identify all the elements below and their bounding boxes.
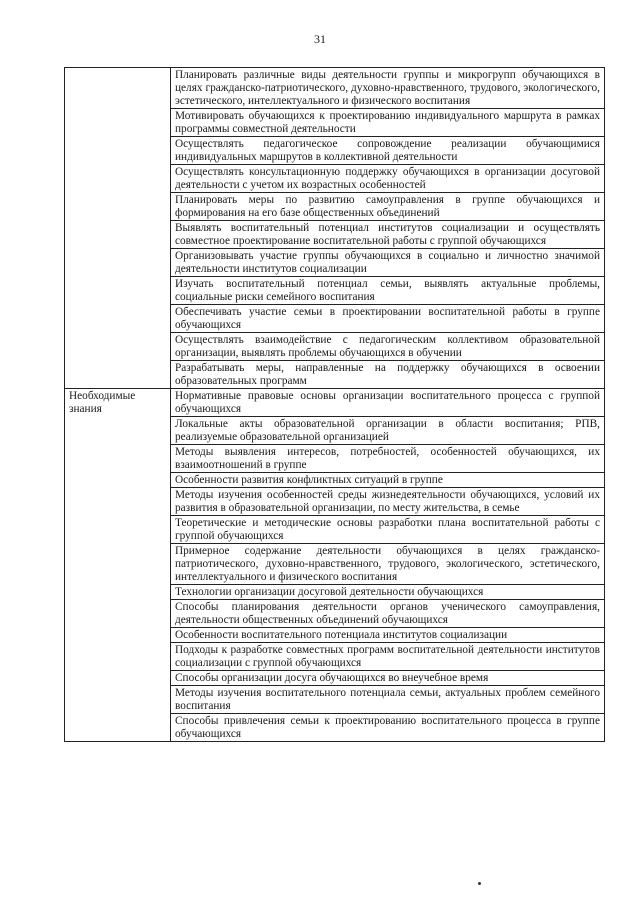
knowledge-item: Способы организации досуга обучающихся во внеучебное время [171,671,605,686]
action-item: Организовывать участие группы обучающихся в социально и личностно значимой деятельности институтов социализации [171,249,605,277]
action-item: Обеспечивать участие семьи в проектировании воспитательной работы в группе обучающихся [171,305,605,333]
knowledge-item: Способы планирования деятельности органов ученического самоуправления, деятельности общественных объединений обучающихся [171,600,605,628]
knowledge-item: Локальные акты образовательной организации в области воспитания; РПВ, реализуемые образовательной организацией [171,417,605,445]
page-number: 31 [314,32,326,46]
knowledge-item: Нормативные правовые основы организации воспитательного процесса с группой обучающихся [171,389,605,417]
action-item: Планировать меры по развитию самоуправления в группе обучающихся и формирования на его базе общественных объединений [171,193,605,221]
section-label-knowledge: Необходимые знания [65,389,171,742]
knowledge-item: Примерное содержание деятельности обучающихся в целях гражданско-патриотического, духовно-нравственного, трудового, экологического, эстетического, интеллектуального и физического воспитания [171,544,605,585]
action-item: Осуществлять консультационную поддержку обучающихся в организации досуговой деятельности с учетом их возрастных особенностей [171,165,605,193]
action-item: Осуществлять взаимодействие с педагогическим коллективом образовательной организации, выявлять проблемы обучающихся в обучении [171,333,605,361]
knowledge-item: Теоретические и методические основы разработки плана воспитательной работы с группой обучающихся [171,516,605,544]
knowledge-item: Особенности развития конфликтных ситуаций в группе [171,473,605,488]
requirements-table [64,67,605,742]
knowledge-item: Способы привлечения семьи к проектированию воспитательного процесса в группе обучающихся [171,714,605,742]
requirements-table-body [65,68,605,742]
knowledge-item: Методы изучения воспитательного потенциала семьи, актуальных проблем семейного воспитания [171,686,605,714]
action-item: Разрабатывать меры, направленные на поддержку обучающихся в освоении образовательных программ [171,361,605,389]
knowledge-item: Особенности воспитательного потенциала институтов социализации [171,628,605,643]
action-item: Мотивировать обучающихся к проектированию индивидуального маршрута в рамках программы совместной деятельности [171,109,605,137]
action-item: Изучать воспитательный потенциал семьи, выявлять актуальные проблемы, социальные риски семейного воспитания [171,277,605,305]
table-row-knowledge [65,389,605,417]
knowledge-item: Технологии организации досуговой деятельности обучающихся [171,585,605,600]
knowledge-item: Методы выявления интересов, потребностей, особенностей обучающихся, их взаимоотношений в группе [171,445,605,473]
action-item: Осуществлять педагогическое сопровождение реализации обучающимися индивидуальных маршрутов в коллективной деятельности [171,137,605,165]
action-item: Планировать различные виды деятельности группы и микрогрупп обучающихся в целях гражданско-патриотического, духовно-нравственного, трудового, экологического, эстетического, интеллектуального и физического воспитания [171,68,605,109]
scan-artifact-dot [478,882,481,885]
action-item: Выявлять воспитательный потенциал институтов социализации и осуществлять совместное проектирование воспитательной работы с группой обучающихся [171,221,605,249]
knowledge-item: Методы изучения особенностей среды жизнедеятельности обучающихся, условий их развития в образовательной организации, по месту жительства, в семье [171,488,605,516]
knowledge-item: Подходы к разработке совместных программ воспитательной деятельности институтов социализации с группой обучающихся [171,643,605,671]
table-row-action [65,68,605,109]
section-label-cell-empty [65,68,171,389]
